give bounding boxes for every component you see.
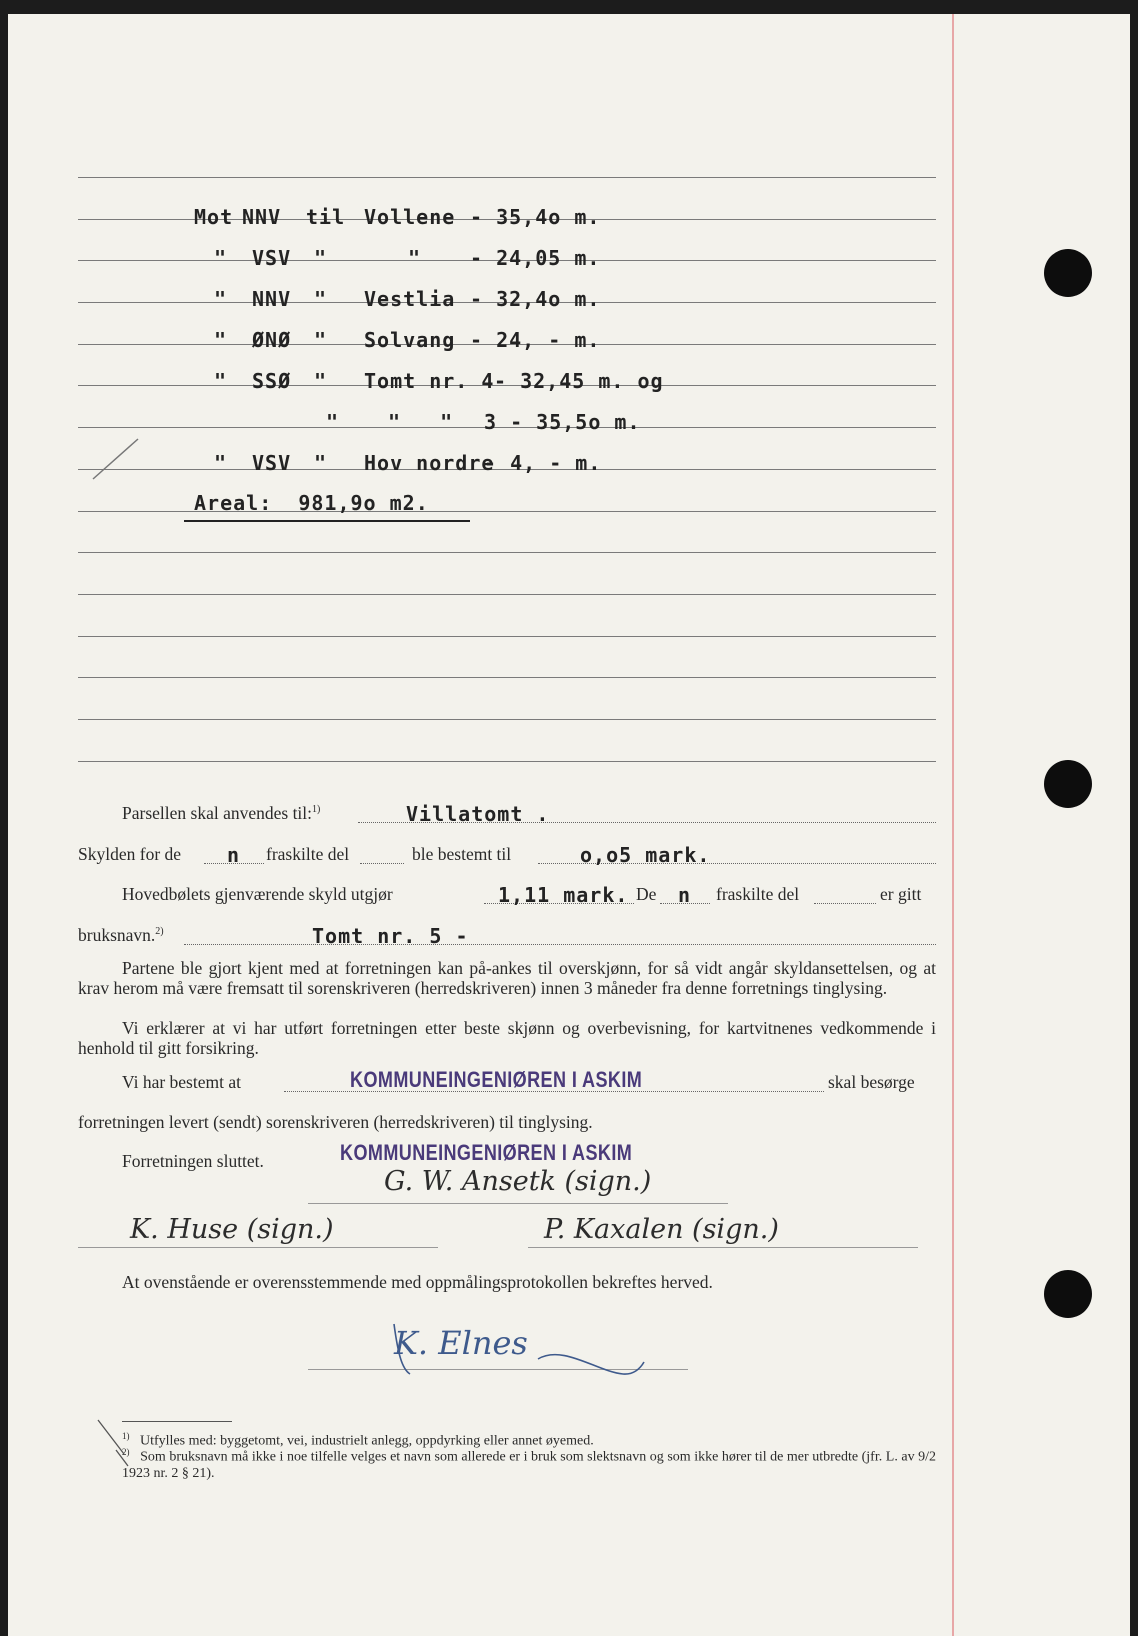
pencil-stroke <box>88 434 148 484</box>
areal-total: Areal: 981,9o m2. <box>194 491 429 515</box>
stamp-kommuneingenioren-2: KOMMUNEINGENIØREN I ASKIM <box>340 1140 633 1165</box>
skylden-n-value[interactable]: n <box>227 843 241 867</box>
boundary-direction-prefix: Mot <box>194 205 234 229</box>
fraskilte-label: fraskilte del <box>716 884 800 904</box>
boundary-direction-prefix: " <box>214 451 228 475</box>
boundary-direction: VSV <box>252 246 292 270</box>
areal-underline <box>184 520 470 522</box>
footnote-rule <box>122 1421 232 1422</box>
footnote-2: $^{2)}$ Som bruksnavn må ikke i noe tilfelle velges et navn som allerede er i bruk som slektsnavn og som ikke hører til de mer utbredte (jfr. L. av 9/2 1923 nr. 2 § 21). <box>122 1447 937 1481</box>
de-n-value[interactable]: n <box>678 883 692 907</box>
bruksnavn-dotline <box>184 944 936 945</box>
boundary-neighbor: Vestlia <box>364 287 456 311</box>
skylden-del-dotline <box>360 863 404 864</box>
signature-left-line <box>78 1247 438 1248</box>
hovedbol-value[interactable]: 1,11 mark. <box>498 883 629 907</box>
punch-hole-top <box>1044 249 1092 297</box>
boundary-direction: VSV <box>252 451 292 475</box>
boundary-direction-prefix: " <box>214 246 228 270</box>
signature-left: K. Huse (sign.) <box>130 1214 334 1245</box>
boundary-length: - 4, - m. <box>484 451 602 475</box>
boundary-length: 3 - 35,5o m. <box>484 410 641 434</box>
boundary-neighbor: Hov nordre <box>364 451 495 475</box>
boundary-direction: SSØ <box>252 369 292 393</box>
boundary-til: " <box>314 369 328 393</box>
ruled-line <box>78 594 936 595</box>
signature-top-line <box>308 1203 728 1204</box>
boundary-neighbor: " <box>408 246 422 270</box>
signature-top: G. W. Ansetk (sign.) <box>384 1166 652 1197</box>
fraskilte-dotline <box>814 903 876 904</box>
boundary-til: " <box>326 410 340 434</box>
boundary-neighbor: Tomt nr. 4 <box>364 369 495 393</box>
overskjonn-paragraph: Partene ble gjort kjent med at forretningen kan på-ankes til overskjønn, for så vidt angår skyldansettelsen, og at krav herom må være fremsatt til sorenskriveren (herredskriveren) innen 3 måneder fra denne forretnings tinglysing. <box>78 958 936 998</box>
boundary-direction: NNV <box>242 205 282 229</box>
boundary-length: - 24,05 m. <box>470 246 601 270</box>
hovedbol-label: Hovedbølets gjenværende skyld utgjør <box>122 884 393 904</box>
boundary-neighbor: Vollene <box>364 205 456 229</box>
punch-hole-bottom <box>1044 1270 1092 1318</box>
boundary-til: " <box>314 451 328 475</box>
boundary-length: - 32,45 m. og <box>494 369 664 393</box>
boundary-neighbor: Solvang <box>364 328 456 352</box>
er-gitt-label: er gitt <box>880 884 922 904</box>
boundary-direction: NNV <box>252 287 292 311</box>
skylden-value[interactable]: o,o5 mark. <box>580 843 711 867</box>
bruksnavn-value[interactable]: Tomt nr. 5 - <box>312 924 469 948</box>
footnote-1: $^{1)}$ Utfylles med: byggetomt, vei, industrielt anlegg, oppdyrking eller annet øyemed. <box>122 1431 594 1449</box>
parsellen-value[interactable]: Villatomt . <box>406 802 550 826</box>
signature-bottom-flourish <box>388 1314 648 1384</box>
signature-right-line <box>528 1247 918 1248</box>
margin-rule <box>952 14 954 1636</box>
ruled-line <box>78 177 936 178</box>
parsellen-label: Parsellen skal anvendes til:$^{1)}$ <box>122 803 321 823</box>
ruled-line <box>78 552 936 553</box>
boundary-direction-prefix: " <box>214 328 228 352</box>
signature-bottom: K. Elnes <box>394 1324 528 1362</box>
boundary-length: - 35,4o m. <box>470 205 601 229</box>
levert-line: forretningen levert (sendt) sorenskriveren (herredskriveren) til tinglysing. <box>78 1112 593 1132</box>
erklaering-paragraph: Vi erklærer at vi har utført forretningen etter beste skjønn og overbevisning, for kartvitnenes vedkommende i henhold til gitt forsikring. <box>78 1018 936 1058</box>
stamp-kommuneingenioren: KOMMUNEINGENIØREN I ASKIM <box>350 1067 643 1092</box>
boundary-direction-prefix: " <box>214 287 228 311</box>
boundary-direction-prefix: " <box>214 369 228 393</box>
boundary-direction: ØNØ <box>252 328 292 352</box>
skal-besorge-label: skal besørge <box>828 1072 915 1092</box>
boundary-neighbor: " " <box>388 410 454 434</box>
ruled-line <box>78 719 936 720</box>
sluttet-label: Forretningen sluttet. <box>122 1151 264 1171</box>
document-page <box>8 14 1130 1636</box>
bestemt-label: Vi har bestemt at <box>122 1072 241 1092</box>
boundary-til: " <box>314 246 328 270</box>
ruled-line <box>78 677 936 678</box>
skylden-bestemt-label: ble bestemt til <box>412 844 512 864</box>
skylden-label: Skylden for de <box>78 844 182 864</box>
boundary-til: til <box>306 205 346 229</box>
footnote-pencil-mark <box>94 1414 138 1474</box>
signature-right: P. Kaxalen (sign.) <box>544 1214 779 1245</box>
boundary-length: - 32,4o m. <box>470 287 601 311</box>
boundary-length: - 24, - m. <box>470 328 601 352</box>
skylden-fraskilte-label: fraskilte del <box>266 844 350 864</box>
ruled-line <box>78 636 936 637</box>
boundary-til: " <box>314 287 328 311</box>
de-label: De <box>636 884 657 904</box>
boundary-til: " <box>314 328 328 352</box>
ruled-line <box>78 761 936 762</box>
bruksnavn-label: bruksnavn.$^{2)}$ <box>78 925 164 945</box>
punch-hole-middle <box>1044 760 1092 808</box>
certification-text: At ovenstående er overensstemmende med oppmålingsprotokollen bekreftes herved. <box>122 1272 713 1292</box>
